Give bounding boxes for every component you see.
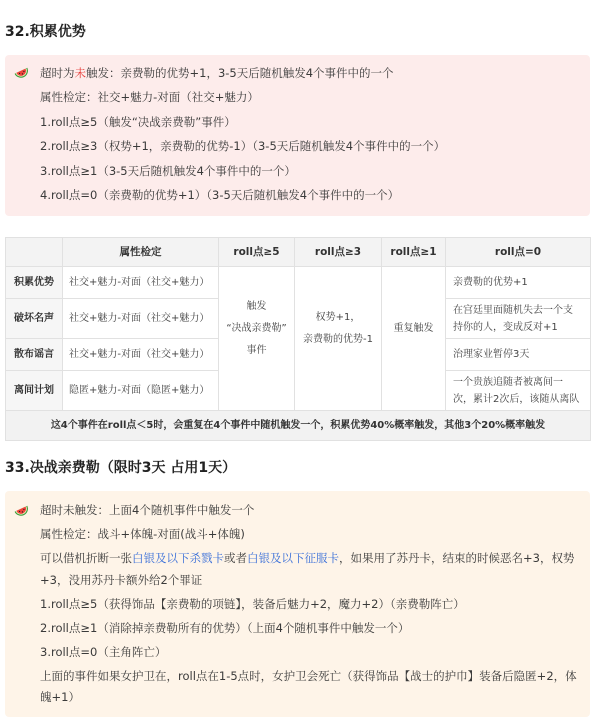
event-check: 隐匿+魅力-对面（隐匿+魅力） bbox=[63, 371, 219, 411]
header-blank-cell bbox=[6, 238, 63, 267]
info-box-33 bbox=[5, 491, 590, 717]
section-heading-32: 32.积累优势 bbox=[5, 24, 86, 40]
attribute-check-line: 属性检定：战斗+体魄-对面(战斗+体魄) bbox=[40, 527, 245, 541]
card-option-line bbox=[40, 548, 583, 591]
table-footer-note: 这4个事件在roll点＜5时，会重复在4个事件中随机触发一个，积累优势40%概率触发，其他3个20%概率触发 bbox=[6, 411, 591, 441]
guard-note-line: 上面的事件如果女护卫在，roll点在1-5点时，女护卫会死亡（获得饰品【战士的护巾】装备后隐匿+2，体魄+1） bbox=[40, 668, 577, 704]
header-roll1: roll点≥1 bbox=[382, 238, 446, 267]
event-roll0-result: 一个贵族追随者被离间一次，累计2次后，该随从离队 bbox=[446, 371, 591, 411]
outcome-line: 3.roll点≥1（3-5天后随机触发4个事件中的一个） bbox=[40, 163, 296, 178]
header-roll0: roll点=0 bbox=[446, 238, 591, 267]
random-events-table bbox=[5, 237, 591, 441]
table-header-row bbox=[6, 238, 591, 267]
event-roll0-result: 亲费勒的优势+1 bbox=[446, 267, 591, 299]
outcome-line: 2.roll点≥3（权势+1，亲费勒的优势-1）（3-5天后随机触发4个事件中的一个） bbox=[40, 139, 446, 154]
option-text: 可以借机折断一张 bbox=[40, 551, 132, 565]
intro-line bbox=[40, 61, 583, 85]
event-name: 离间计划 bbox=[6, 371, 63, 411]
outcome-line: 4.roll点=0（亲费勒的优势+1）（3-5天后随机触发4个事件中的一个） bbox=[40, 188, 400, 203]
event-check: 社交+魅力-对面（社交+魅力） bbox=[63, 339, 219, 371]
event-name: 破坏名声 bbox=[6, 299, 63, 339]
watermelon-icon bbox=[14, 504, 30, 518]
event-name: 散布谣言 bbox=[6, 339, 63, 371]
shared-roll3-result: 权势+1， 亲费勒的优势-1 bbox=[295, 267, 382, 411]
event-check: 社交+魅力-对面（社交+魅力） bbox=[63, 267, 219, 299]
option-text: 或者 bbox=[224, 551, 247, 565]
watermelon-icon bbox=[14, 66, 30, 80]
intro-text-highlight: 未 bbox=[74, 66, 86, 80]
info-box-32 bbox=[5, 55, 590, 216]
attribute-check-line: 属性检定：社交+魅力-对面（社交+魅力） bbox=[40, 90, 259, 105]
shared-roll1-result: 重复触发 bbox=[382, 267, 446, 411]
event-name: 积累优势 bbox=[6, 267, 63, 299]
silver-conquest-card-link[interactable]: 白银及以下征服卡 bbox=[247, 551, 339, 565]
silver-kill-card-link[interactable]: 白银及以下杀戮卡 bbox=[132, 551, 224, 565]
header-roll3: roll点≥3 bbox=[295, 238, 382, 267]
event-check: 社交+魅力-对面（社交+魅力） bbox=[63, 299, 219, 339]
intro-text: 超时未触发：上面4个随机事件中触发一个 bbox=[40, 503, 255, 517]
header-roll5: roll点≥5 bbox=[219, 238, 295, 267]
option-text: ，如果用了苏丹卡，结束的时候恶名+3，权势+3，没用苏丹卡额外给2个罪证 bbox=[40, 551, 575, 587]
outcome-line: 2.roll点≥1（消除掉亲费勒所有的优势）（上面4个随机事件中触发一个） bbox=[40, 620, 410, 635]
event-roll0-result: 治理家业暂停3天 bbox=[446, 339, 591, 371]
outcome-line: 1.roll点≥5（触发“决战亲费勒”事件） bbox=[40, 114, 236, 129]
intro-line bbox=[40, 500, 583, 522]
shared-roll5-result: 触发 “决战亲费勒” 事件 bbox=[219, 267, 295, 411]
outcome-line: 1.roll点≥5（获得饰品【亲费勒的项链】，装备后魅力+2，魔力+2）（亲费勒阵亡） bbox=[40, 596, 465, 611]
header-check: 属性检定 bbox=[63, 238, 219, 267]
intro-text-pre: 超时为 bbox=[40, 66, 75, 80]
event-roll0-result: 在宫廷里面随机失去一个支持你的人，变成反对+1 bbox=[446, 299, 591, 339]
table-footer-row bbox=[6, 411, 591, 441]
intro-text-post: 触发：亲费勒的优势+1，3-5天后随机触发4个事件中的一个 bbox=[86, 66, 394, 80]
outcome-line: 3.roll点=0（主角阵亡） bbox=[40, 644, 167, 659]
section-heading-33: 33.决战亲费勒（限时3天 占用1天） bbox=[5, 460, 237, 476]
table-row bbox=[6, 267, 591, 299]
